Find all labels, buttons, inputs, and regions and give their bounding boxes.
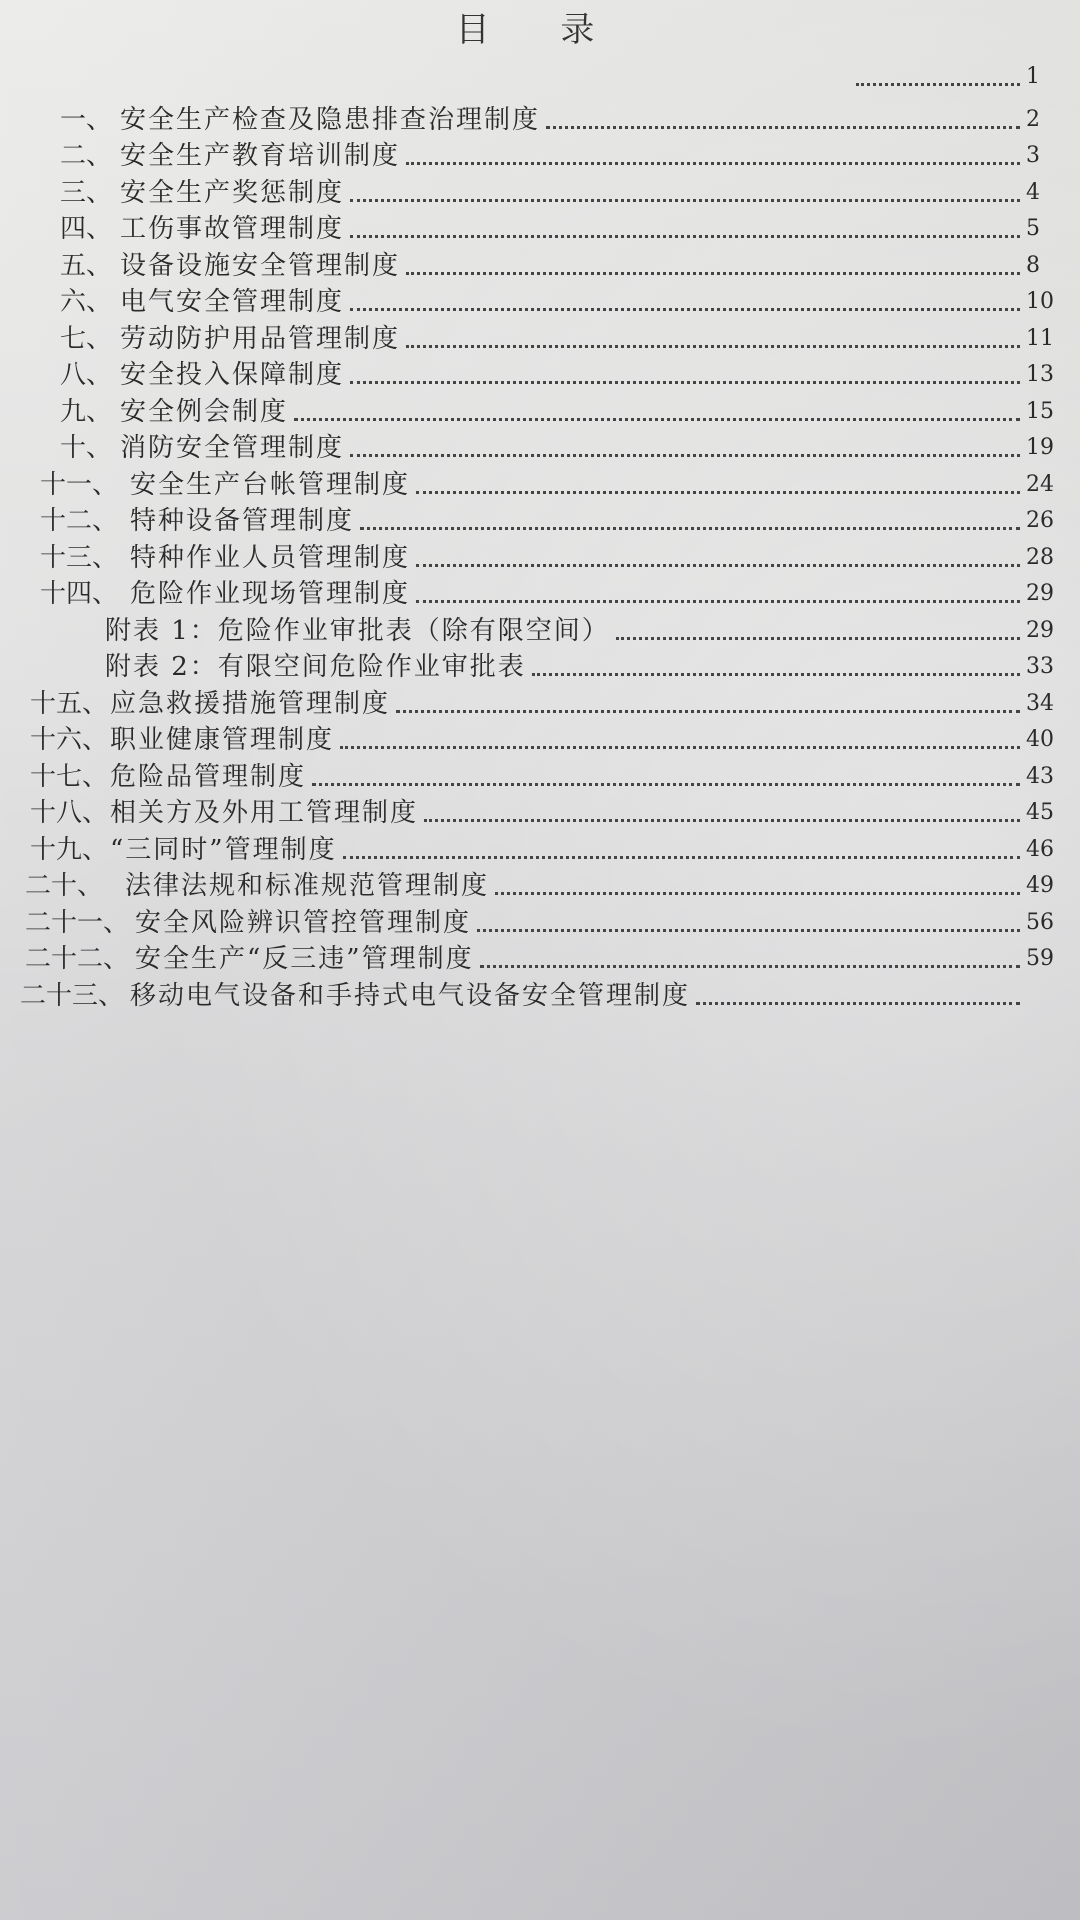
toc-entry-number: 十八、 bbox=[30, 798, 109, 828]
toc-entry-title: 危险作业现场管理制度 bbox=[130, 579, 411, 609]
toc-page-number: 29 bbox=[1026, 617, 1054, 643]
toc-entry-title: 劳动防护用品管理制度 bbox=[120, 323, 401, 354]
toc-entry bbox=[105, 644, 1060, 682]
toc-page-number: 49 bbox=[1026, 873, 1054, 898]
toc-leader-dots bbox=[343, 856, 1020, 859]
toc-page-number: 56 bbox=[1026, 909, 1054, 935]
toc-entry bbox=[60, 133, 1060, 171]
toc-page-number: 4 bbox=[1026, 179, 1040, 205]
toc-entry bbox=[60, 316, 1060, 354]
toc-entry-number: 六、 bbox=[60, 287, 113, 317]
toc-entry-title: 相关方及外用工管理制度 bbox=[110, 798, 419, 828]
toc-entry bbox=[40, 571, 1060, 609]
toc-entry-number: 七、 bbox=[60, 323, 113, 354]
toc-entry-title: 危险品管理制度 bbox=[110, 761, 307, 792]
toc-entry-title: 特种设备管理制度 bbox=[130, 506, 355, 536]
toc-page-number: 59 bbox=[1026, 946, 1054, 971]
toc-entry bbox=[30, 790, 1060, 828]
toc-page-number: 45 bbox=[1026, 800, 1054, 825]
toc-leader-dots bbox=[696, 1002, 1020, 1005]
toc-entry bbox=[60, 279, 1060, 317]
toc-entry-number: 十三、 bbox=[40, 542, 119, 573]
toc-entry-number: 十四、 bbox=[40, 579, 119, 609]
toc-entry bbox=[60, 389, 1060, 427]
toc-entry-title: 安全投入保障制度 bbox=[120, 360, 345, 390]
toc-page-number: 33 bbox=[1026, 654, 1054, 679]
toc-leader-dots bbox=[406, 162, 1020, 165]
toc-entry-title: 安全生产“反三违”管理制度 bbox=[135, 944, 474, 974]
toc-leader-dots bbox=[616, 637, 1020, 640]
toc-entry-title: 安全生产教育培训制度 bbox=[120, 141, 401, 171]
toc-entry-title: “三同时”管理制度 bbox=[110, 834, 337, 865]
toc-entry bbox=[105, 608, 1060, 646]
toc-entry bbox=[40, 462, 1060, 500]
toc-entry bbox=[0, 54, 1060, 92]
toc-page-number: 13 bbox=[1026, 362, 1054, 387]
toc-entry bbox=[30, 827, 1060, 865]
toc-leader-dots bbox=[350, 308, 1020, 311]
toc-leader-dots bbox=[396, 710, 1020, 713]
toc-leader-dots bbox=[532, 673, 1020, 676]
toc-page-number: 2 bbox=[1026, 106, 1040, 132]
toc-entry-title: 法律法规和标准规范管理制度 bbox=[125, 871, 490, 901]
toc-leader-dots bbox=[477, 929, 1020, 932]
toc-entry bbox=[60, 206, 1060, 244]
toc-leader-dots bbox=[416, 491, 1020, 494]
toc-leader-dots bbox=[406, 345, 1020, 348]
toc-entry-number: 二十三、 bbox=[20, 980, 125, 1011]
toc-entry-title: 安全生产奖惩制度 bbox=[120, 177, 345, 208]
toc-entry bbox=[20, 973, 1060, 1011]
toc-entry-number: 八、 bbox=[60, 360, 113, 390]
toc-entry bbox=[30, 681, 1060, 719]
toc-page-number: 1 bbox=[1026, 64, 1040, 89]
toc-page-number: 19 bbox=[1026, 435, 1054, 460]
toc-entry-number: 二十一、 bbox=[25, 907, 130, 938]
toc-entry-number: 十七、 bbox=[30, 761, 109, 792]
toc-leader-dots bbox=[350, 381, 1020, 384]
toc-entry-number: 一、 bbox=[60, 104, 113, 135]
toc-page-number: 40 bbox=[1026, 727, 1054, 752]
toc-page-number: 34 bbox=[1026, 690, 1054, 716]
toc-entry-number: 五、 bbox=[60, 250, 113, 281]
toc-leader-dots bbox=[856, 83, 1020, 86]
toc-entry-title: 安全例会制度 bbox=[120, 396, 289, 427]
toc-entry-title: 工伤事故管理制度 bbox=[120, 214, 345, 244]
toc-entry bbox=[25, 863, 1060, 901]
toc-entry bbox=[60, 97, 1060, 135]
toc-leader-dots bbox=[294, 418, 1020, 421]
toc-page-number: 43 bbox=[1026, 763, 1054, 789]
toc-leader-dots bbox=[350, 199, 1020, 202]
toc-page-number: 10 bbox=[1026, 289, 1054, 314]
toc-leader-dots bbox=[360, 527, 1020, 530]
toc-leader-dots bbox=[480, 965, 1020, 968]
toc-entry bbox=[25, 936, 1060, 974]
toc-entry bbox=[60, 170, 1060, 208]
toc-leader-dots bbox=[406, 272, 1020, 275]
toc-leader-dots bbox=[546, 126, 1020, 129]
toc-entry bbox=[25, 900, 1060, 938]
toc-entry-number: 四、 bbox=[60, 214, 113, 244]
toc-entry bbox=[60, 352, 1060, 390]
toc-entry-title: 安全风险辨识管控管理制度 bbox=[135, 907, 472, 938]
toc-leader-dots bbox=[312, 783, 1020, 786]
toc-entry-number: 三、 bbox=[60, 177, 113, 208]
toc-entry-number: 十六、 bbox=[30, 725, 109, 755]
toc-entry-number: 十一、 bbox=[40, 469, 119, 500]
toc-page-number: 8 bbox=[1026, 252, 1040, 278]
toc-leader-dots bbox=[350, 454, 1020, 457]
toc-page-number: 3 bbox=[1026, 143, 1040, 168]
toc-page-number: 28 bbox=[1026, 544, 1054, 570]
page-title: 目 录 bbox=[455, 10, 625, 50]
toc-entry-number: 二、 bbox=[60, 141, 113, 171]
toc-entry bbox=[40, 498, 1060, 536]
toc-entry bbox=[60, 425, 1060, 463]
toc-entry-title: 附表 1：危险作业审批表（除有限空间） bbox=[105, 615, 610, 646]
toc-entry-number: 十、 bbox=[60, 433, 113, 463]
toc-entry-number: 十五、 bbox=[30, 688, 109, 719]
toc-page-number: 26 bbox=[1026, 508, 1054, 533]
toc-entry-number: 十九、 bbox=[30, 834, 109, 865]
toc-entry bbox=[40, 535, 1060, 573]
toc-page-number: 29 bbox=[1026, 581, 1054, 606]
toc-entry-number: 二十、 bbox=[25, 871, 104, 901]
toc-entry-number: 二十二、 bbox=[25, 944, 130, 974]
toc-leader-dots bbox=[416, 600, 1020, 603]
toc-entry-title: 消防安全管理制度 bbox=[120, 433, 345, 463]
toc-entry-title: 电气安全管理制度 bbox=[120, 287, 345, 317]
toc-entry-title: 职业健康管理制度 bbox=[110, 725, 335, 755]
toc-entry bbox=[60, 243, 1060, 281]
toc-entry-number: 九、 bbox=[60, 396, 113, 427]
toc-page-number: 5 bbox=[1026, 216, 1040, 241]
toc-entry-title: 安全生产台帐管理制度 bbox=[130, 469, 411, 500]
toc-leader-dots bbox=[340, 746, 1020, 749]
toc-leader-dots bbox=[424, 819, 1020, 822]
toc-entry-title: 安全生产检查及隐患排查治理制度 bbox=[120, 104, 541, 135]
toc-page-number: 46 bbox=[1026, 836, 1054, 862]
toc-entry bbox=[30, 717, 1060, 755]
toc-entry-number: 十二、 bbox=[40, 506, 119, 536]
toc-entry-title: 附表 2：有限空间危险作业审批表 bbox=[105, 652, 526, 682]
toc-leader-dots bbox=[350, 235, 1020, 238]
toc-entry-title: 特种作业人员管理制度 bbox=[130, 542, 411, 573]
toc-page-number: 11 bbox=[1026, 325, 1054, 351]
toc-page-number: 24 bbox=[1026, 471, 1054, 497]
toc-leader-dots bbox=[416, 564, 1020, 567]
toc-entry-title: 设备设施安全管理制度 bbox=[120, 250, 401, 281]
toc-entry bbox=[30, 754, 1060, 792]
toc-entry-title: 移动电气设备和手持式电气设备安全管理制度 bbox=[130, 980, 691, 1011]
toc-leader-dots bbox=[495, 892, 1020, 895]
toc-entry-title: 应急救援措施管理制度 bbox=[110, 688, 391, 719]
toc-page-number: 15 bbox=[1026, 398, 1054, 424]
